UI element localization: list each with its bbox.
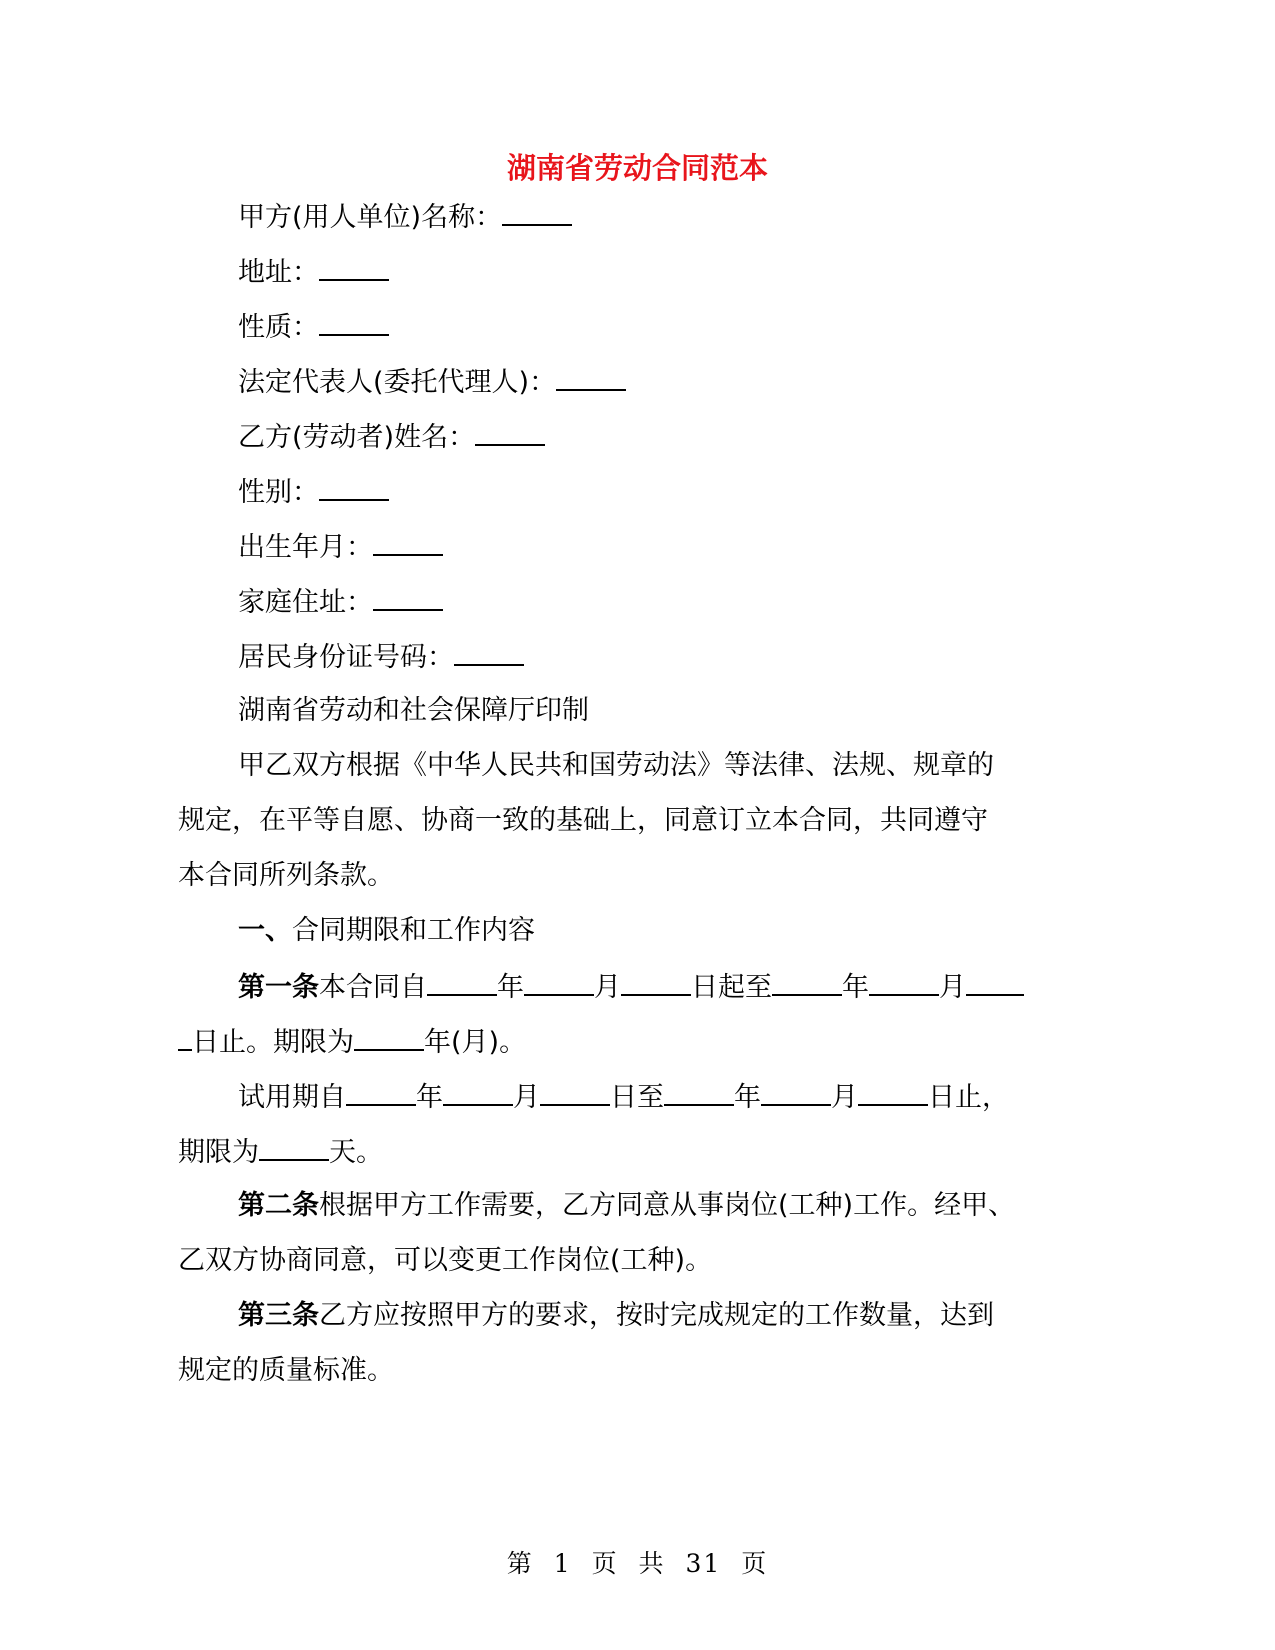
party-b-name-label: 乙方(劳动者)姓名： [238, 422, 476, 453]
term-unit-text: 年(月)。 [424, 1027, 527, 1058]
blank [259, 1133, 329, 1161]
blank [346, 1078, 416, 1106]
blank [869, 968, 939, 996]
probation-line-2 [178, 1133, 1275, 1171]
nature-field [238, 308, 1275, 346]
legal-rep-blank [556, 363, 626, 391]
probation-text: 试用期自 [238, 1082, 346, 1113]
blank [761, 1078, 831, 1106]
year-text: 年 [416, 1082, 443, 1113]
term-text: 日止。期限为 [192, 1027, 354, 1058]
id-number-field [238, 638, 1275, 676]
party-b-name-blank [475, 418, 545, 446]
blank [443, 1078, 513, 1106]
article-2-text: 根据甲方工作需要，乙方同意从事岗位(工种)工作。经甲、 [319, 1190, 1016, 1221]
section-1-heading [238, 913, 1275, 949]
party-a-name-label: 甲方(用人单位)名称： [238, 202, 503, 233]
article-1-text: 本合同自 [319, 972, 427, 1003]
article-1-line-1 [238, 968, 1275, 1006]
day-to-text: 日至 [610, 1082, 664, 1113]
year-text: 年 [842, 972, 869, 1003]
printer-line: 湖南省劳动和社会保障厅印制 [238, 695, 589, 726]
article-2-label: 第二条 [238, 1190, 319, 1221]
blank [524, 968, 594, 996]
blank [178, 1023, 192, 1051]
address-field [238, 253, 1275, 291]
party-a-name-field [238, 198, 1275, 236]
month-text: 月 [939, 972, 966, 1003]
home-address-label: 家庭住址： [238, 587, 373, 618]
birth-blank [373, 528, 443, 556]
month-text: 月 [594, 972, 621, 1003]
preamble-line-1: 甲乙双方根据《中华人民共和国劳动法》等法律、法规、规章的 [238, 750, 994, 781]
year-text: 年 [734, 1082, 761, 1113]
probation-line-1 [238, 1078, 1275, 1116]
legal-rep-field [238, 363, 1275, 401]
nature-blank [319, 308, 389, 336]
probation-days-text: 天。 [329, 1137, 383, 1168]
document-title: 湖南省劳动合同范本 [506, 151, 768, 185]
address-label: 地址： [238, 257, 319, 288]
section-1-title: 合同期限和工作内容 [292, 915, 535, 946]
month-text: 月 [831, 1082, 858, 1113]
id-number-blank [454, 638, 524, 666]
article-3-text: 乙方应按照甲方的要求，按时完成规定的工作数量，达到 [319, 1300, 994, 1331]
article-1-line-2 [178, 1023, 1275, 1061]
article-3-label: 第三条 [238, 1300, 319, 1331]
party-a-name-blank [502, 198, 572, 226]
blank [772, 968, 842, 996]
day-end-text: 日止， [928, 1082, 1009, 1113]
article-1-label: 第一条 [238, 972, 319, 1003]
section-1-number: 一、 [238, 915, 292, 946]
party-b-name-field [238, 418, 1275, 456]
probation-term-text: 期限为 [178, 1137, 259, 1168]
preamble-line-3: 本合同所列条款。 [178, 860, 394, 891]
gender-field [238, 473, 1275, 511]
blank [354, 1023, 424, 1051]
birth-label: 出生年月： [238, 532, 373, 563]
year-text: 年 [497, 972, 524, 1003]
preamble-line-2: 规定，在平等自愿、协商一致的基础上，同意订立本合同，共同遵守 [178, 805, 988, 836]
blank [540, 1078, 610, 1106]
page-number-footer: 第 1 页 共 31 页 [506, 1549, 769, 1578]
blank [664, 1078, 734, 1106]
article-3-line-1 [238, 1298, 1275, 1334]
article-2-line-2: 乙双方协商同意，可以变更工作岗位(工种)。 [178, 1245, 713, 1276]
article-3-line-2: 规定的质量标准。 [178, 1355, 394, 1386]
blank [858, 1078, 928, 1106]
legal-rep-label: 法定代表人(委托代理人)： [238, 367, 557, 398]
id-number-label: 居民身份证号码： [238, 642, 454, 673]
blank [621, 968, 691, 996]
article-2-line-1 [238, 1188, 1275, 1224]
birth-field [238, 528, 1275, 566]
day-from-text: 日起至 [691, 972, 772, 1003]
blank [427, 968, 497, 996]
nature-label: 性质： [238, 312, 319, 343]
address-blank [319, 253, 389, 281]
blank [966, 968, 1024, 996]
home-address-field [238, 583, 1275, 621]
gender-blank [319, 473, 389, 501]
home-address-blank [373, 583, 443, 611]
month-text: 月 [513, 1082, 540, 1113]
gender-label: 性别： [238, 477, 319, 508]
